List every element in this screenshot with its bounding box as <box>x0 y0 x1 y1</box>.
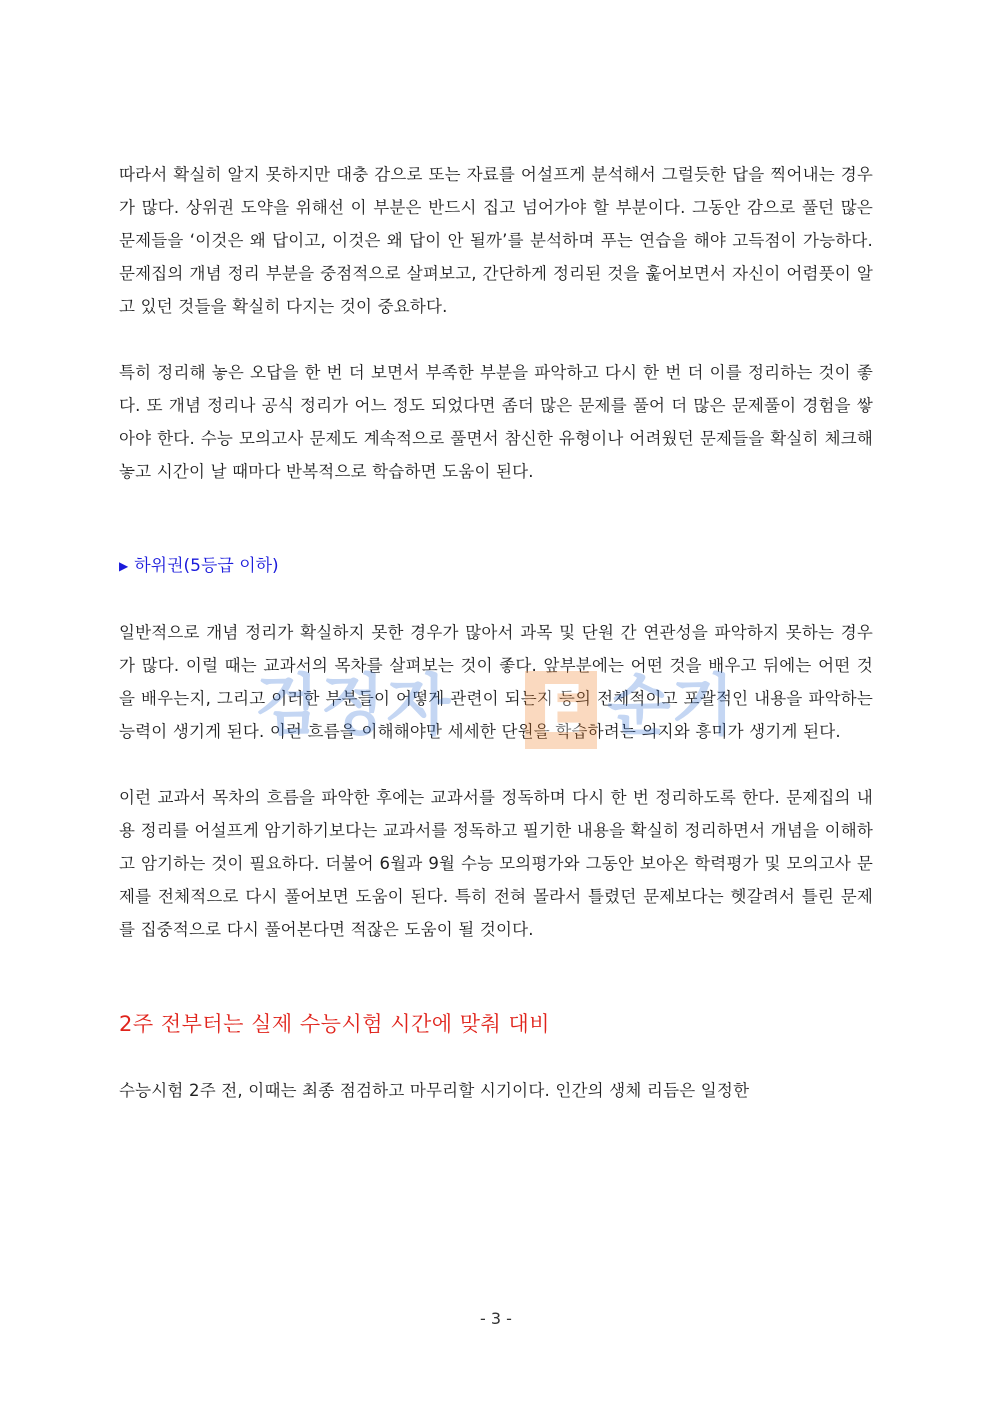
page-number: - 3 - <box>480 1309 512 1328</box>
subheading-text: 하위권(5등급 이하) <box>134 556 279 576</box>
watermark-text-left: 검정자 <box>255 667 453 744</box>
paragraph: 수능시험 2주 전, 이때는 최종 점검하고 마무리할 시기이다. 인간의 생체 리듬은 일정한 <box>119 1081 750 1100</box>
watermark-text-right: 순기 <box>607 667 735 744</box>
section-subheading <box>119 550 873 583</box>
section-heading: 2주 전부터는 실제 수능시험 시간에 맞춰 대비 <box>119 1012 551 1036</box>
paragraph: 이런 교과서 목차의 흐름을 파악한 후에는 교과서를 정독하며 다시 한 번 정리하도록 한다. 문제집의 내용 정리를 어설프게 암기하기보다는 교과서를 정독하고 필기한 내용을 확실히 정리하면서 개념을 이해하고 암기하는 것이 필요하다. 더불어 6월과 9월 수능 모의평가와 그동안 보아온 학력평가 및 모의고사 문제를 전체적으로 다시 풀어보면 도움이 된다. 특히 전혀 몰라서 틀렸던 문제보다는 헷갈려서 틀린 문제를 집중적으로 다시 풀어본다면 적잖은 도움이 될 것이다. <box>119 788 873 939</box>
paragraph: 일반적으로 개념 정리가 확실하지 못한 경우가 많아서 과목 및 단원 간 연관성을 파악하지 못하는 경우가 많다. 이럴 때는 교과서의 목차를 살펴보는 것이 좋다. 앞부분에는 어떤 것을 배우고 뒤에는 어떤 것을 배우는지, 그리고 이러한 부분들이 어떻게 관련이 되는지 등의 전체적이고 포괄적인 내용을 파악하는 능력이 생기게 된다. 이런 흐름을 이해해야만 세세한 단원을 학습하려는 의지와 흥미가 생기게 된다. <box>119 623 873 741</box>
paragraph: 따라서 확실히 알지 못하지만 대충 감으로 또는 자료를 어설프게 분석해서 그럴듯한 답을 찍어내는 경우가 많다. 상위권 도약을 위해선 이 부분은 반드시 집고 넘어가야 할 부분이다. 그동안 감으로 풀던 많은 문제들을 ‘이것은 왜 답이고, 이것은 왜 답이 안 될까’를 분석하며 푸는 연습을 해야 고득점이 가능하다. 문제집의 개념 정리 부분을 중점적으로 살펴보고, 간단하게 정리된 것을 훑어보면서 자신이 어렴풋이 알고 있던 것들을 확실히 다지는 것이 중요하다. <box>119 165 873 316</box>
triangle-bullet-icon: ▶ <box>119 559 129 573</box>
watermark-e-letter: E <box>539 671 585 748</box>
page-content <box>119 158 873 1107</box>
paragraph: 특히 정리해 놓은 오답을 한 번 더 보면서 부족한 부분을 파악하고 다시 한 번 더 이를 정리하는 것이 좋다. 또 개념 정리나 공식 정리가 어느 정도 되었다면 좀더 많은 문제를 풀어 더 많은 문제풀이 경험을 쌓아야 한다. 수능 모의고사 문제도 계속적으로 풀면서 참신한 유형이나 어려웠던 문제들을 확실히 체크해 놓고 시간이 날 때마다 반복적으로 학습하면 도움이 된다. <box>119 363 873 481</box>
